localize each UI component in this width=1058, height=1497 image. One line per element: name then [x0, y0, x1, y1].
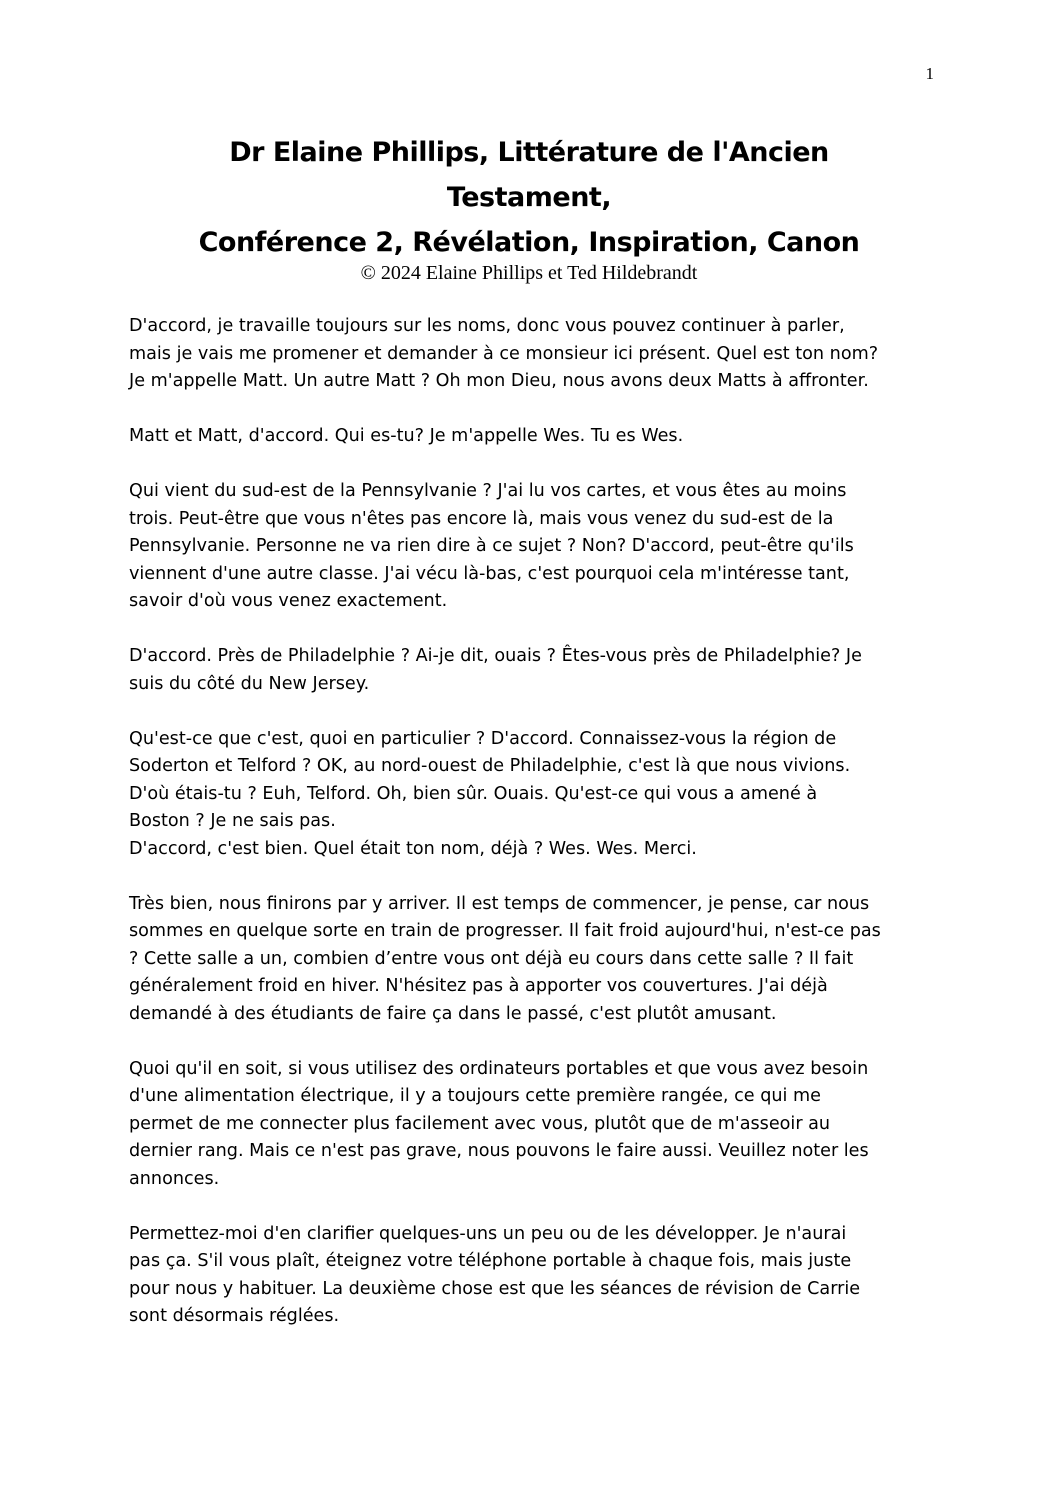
paragraph-line: pas ça. S'il vous plaît, éteignez votre téléphone portable à chaque fois, mais juste [129, 1251, 852, 1271]
paragraph-line: Soderton et Telford ? OK, au nord-ouest de Philadelphie, c'est là que nous vivions. [129, 756, 851, 776]
paragraph-line: annonces. [129, 1168, 220, 1189]
title-line-3: Conférence 2, Révélation, Inspiration, Canon [198, 227, 860, 258]
paragraph-line: généralement froid en hiver. N'hésitez pas à apporter vos couvertures. J'ai déjà [129, 976, 828, 996]
paragraph-line: savoir d'où vous venez exactement. [129, 591, 448, 611]
paragraph-line: d'une alimentation électrique, il y a toujours cette première rangée, ce qui me [129, 1086, 821, 1106]
paragraph [129, 643, 939, 698]
page-number: 1 [925, 64, 934, 83]
paragraph-line: sommes en quelque sorte en train de progresser. Il fait froid aujourd'hui, n'est-ce pas [129, 921, 881, 941]
paragraph-line: Boston ? Je ne sais pas. [129, 811, 336, 831]
paragraph-line: Qui vient du sud-est de la Pennsylvanie ? J'ai lu vos cartes, et vous êtes au moins [129, 481, 847, 501]
paragraph [129, 478, 939, 616]
transcript-body [129, 313, 939, 1358]
paragraph-line: Permettez-moi d'en clarifier quelques-uns un peu ou de les développer. Je n'aurai [129, 1223, 847, 1244]
paragraph [129, 891, 939, 1029]
copyright-line: © 2024 Elaine Phillips et Ted Hildebrandt [360, 262, 698, 284]
paragraph-line: Matt et Matt, d'accord. Qui es-tu? Je m'appelle Wes. Tu es Wes. [129, 426, 684, 446]
paragraph [129, 313, 939, 396]
paragraph-line: suis du côté du New Jersey. [129, 673, 370, 694]
paragraph-line: permet de me connecter plus facilement avec vous, plutôt que de m'asseoir au [129, 1113, 831, 1134]
paragraph-line: D'où étais-tu ? Euh, Telford. Oh, bien sûr. Ouais. Qu'est-ce qui vous a amené à [129, 783, 818, 804]
paragraph [129, 423, 939, 451]
paragraph-line: sont désormais réglées. [129, 1306, 340, 1326]
paragraph-line: ? Cette salle a un, combien d’entre vous ont déjà eu cours dans cette salle ? Il fait [129, 948, 854, 969]
paragraph [129, 1056, 939, 1194]
paragraph-line: pour nous y habituer. La deuxième chose est que les séances de révision de Carrie [129, 1278, 861, 1299]
paragraph-line: Très bien, nous finirons par y arriver. Il est temps de commencer, je pense, car nous [129, 893, 870, 914]
paragraph-line: D'accord. Près de Philadelphie ? Ai-je dit, ouais ? Êtes-vous près de Philadelphie? Je [129, 646, 862, 666]
paragraph [129, 1221, 939, 1331]
paragraph-line: dernier rang. Mais ce n'est pas grave, nous pouvons le faire aussi. Veuillez noter les [129, 1141, 869, 1161]
title-line-1: Dr Elaine Phillips, Littérature de l'Ancien [229, 137, 829, 168]
paragraph-line: Je m'appelle Matt. Un autre Matt ? Oh mon Dieu, nous avons deux Matts à affronter. [129, 371, 869, 391]
paragraph-line: D'accord, c'est bien. Quel était ton nom, déjà ? Wes. Wes. Merci. [129, 838, 697, 859]
paragraph-line: demandé à des étudiants de faire ça dans le passé, c'est plutôt amusant. [129, 1003, 777, 1024]
paragraph-line: Pennsylvanie. Personne ne va rien dire à ce sujet ? Non? D'accord, peut-être qu'ils [129, 536, 854, 556]
title-line-2: Testament, [446, 182, 612, 213]
paragraph [129, 726, 939, 864]
paragraph-line: D'accord, je travaille toujours sur les noms, donc vous pouvez continuer à parler, [129, 316, 845, 336]
paragraph-line: trois. Peut-être que vous n'êtes pas encore là, mais vous venez du sud-est de la [129, 508, 834, 529]
paragraph-line: Qu'est-ce que c'est, quoi en particulier ? D'accord. Connaissez-vous la région de [129, 728, 837, 749]
paragraph-line: mais je vais me promener et demander à ce monsieur ici présent. Quel est ton nom? [129, 343, 879, 364]
paragraph-line: viennent d'une autre classe. J'ai vécu là-bas, c'est pourquoi cela m'intéresse tant, [129, 563, 850, 584]
title-block [100, 130, 958, 285]
paragraph-line: Quoi qu'il en soit, si vous utilisez des ordinateurs portables et que vous avez besoin [129, 1058, 869, 1079]
